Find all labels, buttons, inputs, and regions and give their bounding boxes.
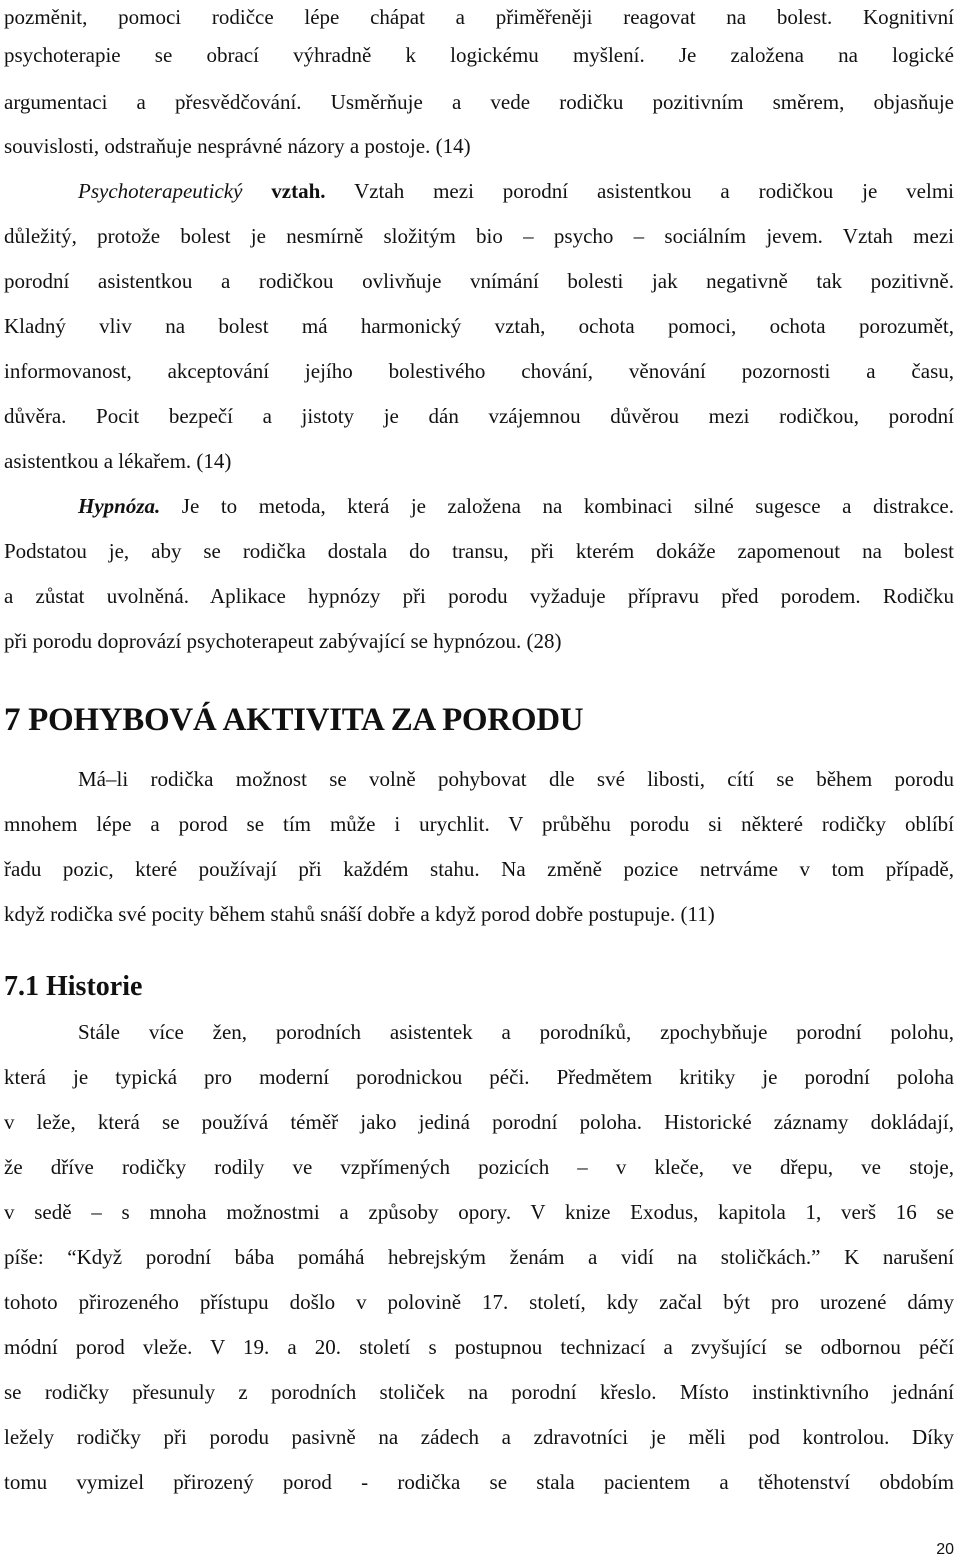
paragraph-line: důležitý, protože bolest je nesmírně složitým bio – psycho – sociálním jevem. Vztah mezi — [4, 224, 954, 248]
paragraph-line: souvislosti, odstraňuje nesprávné názory a postoje. (14) — [4, 134, 471, 158]
paragraph-line: v sedě – s mnoha možnostmi a způsoby opory. V knize Exodus, kapitola 1, verš 16 se — [4, 1200, 954, 1224]
section-heading: 7.1 Historie — [4, 971, 143, 1002]
paragraph-line: tomu vymizel přirozený porod - rodička se stala pacientem a těhotenství obdobím — [4, 1470, 954, 1494]
paragraph-line: ležely rodičky při porodu pasivně na zádech a zdravotníci je měli pod kontrolou. Díky — [4, 1425, 954, 1449]
page-number: 20 — [936, 1541, 954, 1558]
paragraph-line: módní porod vleže. V 19. a 20. století s postupnou technizací a zvyšující se odbornou péčí — [4, 1335, 954, 1359]
paragraph-line: která je typická pro moderní porodnickou péči. Předmětem kritiky je porodní poloha — [4, 1065, 954, 1089]
paragraph-text: Vztah mezi porodní asistentkou a rodičkou je velmi — [325, 179, 954, 203]
paragraph-line: asistentkou a lékařem. (14) — [4, 449, 232, 473]
paragraph-text: Je to metoda, která je založena na kombinaci silné sugesce a distrakce. — [160, 494, 954, 518]
paragraph-line: mnohem lépe a porod se tím může i urychlit. V průběhu porodu si některé rodičky oblíbí — [4, 812, 954, 836]
paragraph-line: argumentaci a přesvědčování. Usměrňuje a vede rodičku pozitivním směrem, objasňuje — [4, 90, 954, 114]
paragraph-line: tohoto přirozeného přístupu došlo v polovině 17. století, kdy začal být pro urozené dámy — [4, 1290, 954, 1314]
paragraph-line: se rodičky přesunuly z porodních stoliček na porodní křeslo. Místo instinktivního jednání — [4, 1380, 954, 1404]
paragraph-line: v leže, která se používá téměř jako jediná porodní poloha. Historické záznamy dokládají, — [4, 1110, 954, 1134]
paragraph-line: pozměnit, pomoci rodičce lépe chápat a přiměřeněji reagovat na bolest. Kognitivní — [4, 5, 954, 29]
paragraph-line: informovanost, akceptování jejího bolestivého chování, věnování pozornosti a času, — [4, 359, 954, 383]
paragraph-line: Podstatou je, aby se rodička dostala do transu, při kterém dokáže zapomenout na bolest — [4, 539, 954, 563]
paragraph-line: píše: “Když porodní bába pomáhá hebrejským ženám a vidí na stoličkách.” K narušení — [4, 1245, 954, 1269]
paragraph-line: Stále více žen, porodních asistentek a porodníků, zpochybňuje porodní polohu, — [78, 1020, 954, 1044]
paragraph-lead-line — [4, 491, 954, 521]
paragraph-line: důvěra. Pocit bezpečí a jistoty je dán vzájemnou důvěrou mezi rodičkou, porodní — [4, 404, 954, 428]
paragraph-line: že dříve rodičky rodily ve vzpřímených pozicích – v kleče, ve dřepu, ve stoje, — [4, 1155, 954, 1179]
paragraph-line: porodní asistentkou a rodičkou ovlivňuje vnímání bolesti jak negativně tak pozitivně. — [4, 269, 954, 293]
chapter-heading: 7 POHYBOVÁ AKTIVITA ZA PORODU — [4, 702, 584, 738]
term-label: Psychoterapeutický — [78, 179, 243, 203]
paragraph-line: když rodička své pocity během stahů snáší dobře a když porod dobře postupuje. (11) — [4, 902, 715, 926]
paragraph-line: Kladný vliv na bolest má harmonický vztah, ochota pomoci, ochota porozumět, — [4, 314, 954, 338]
paragraph-line: řadu pozic, které používají při každém stahu. Na změně pozice netrváme v tom případě, — [4, 857, 954, 881]
term-label: Hypnóza. — [78, 494, 161, 518]
paragraph-line: a zůstat uvolněná. Aplikace hypnózy při porodu vyžaduje přípravu před porodem. Rodičku — [4, 584, 954, 608]
paragraph-line: při porodu doprovází psychoterapeut zabývající se hypnózou. (28) — [4, 629, 562, 653]
term-label-suffix: vztah. — [242, 179, 326, 203]
paragraph-line: Má–li rodička možnost se volně pohybovat dle své libosti, cítí se během porodu — [78, 767, 954, 791]
paragraph-line: psychoterapie se obrací výhradně k logickému myšlení. Je založena na logické — [4, 43, 954, 67]
paragraph-lead-line — [4, 176, 954, 206]
